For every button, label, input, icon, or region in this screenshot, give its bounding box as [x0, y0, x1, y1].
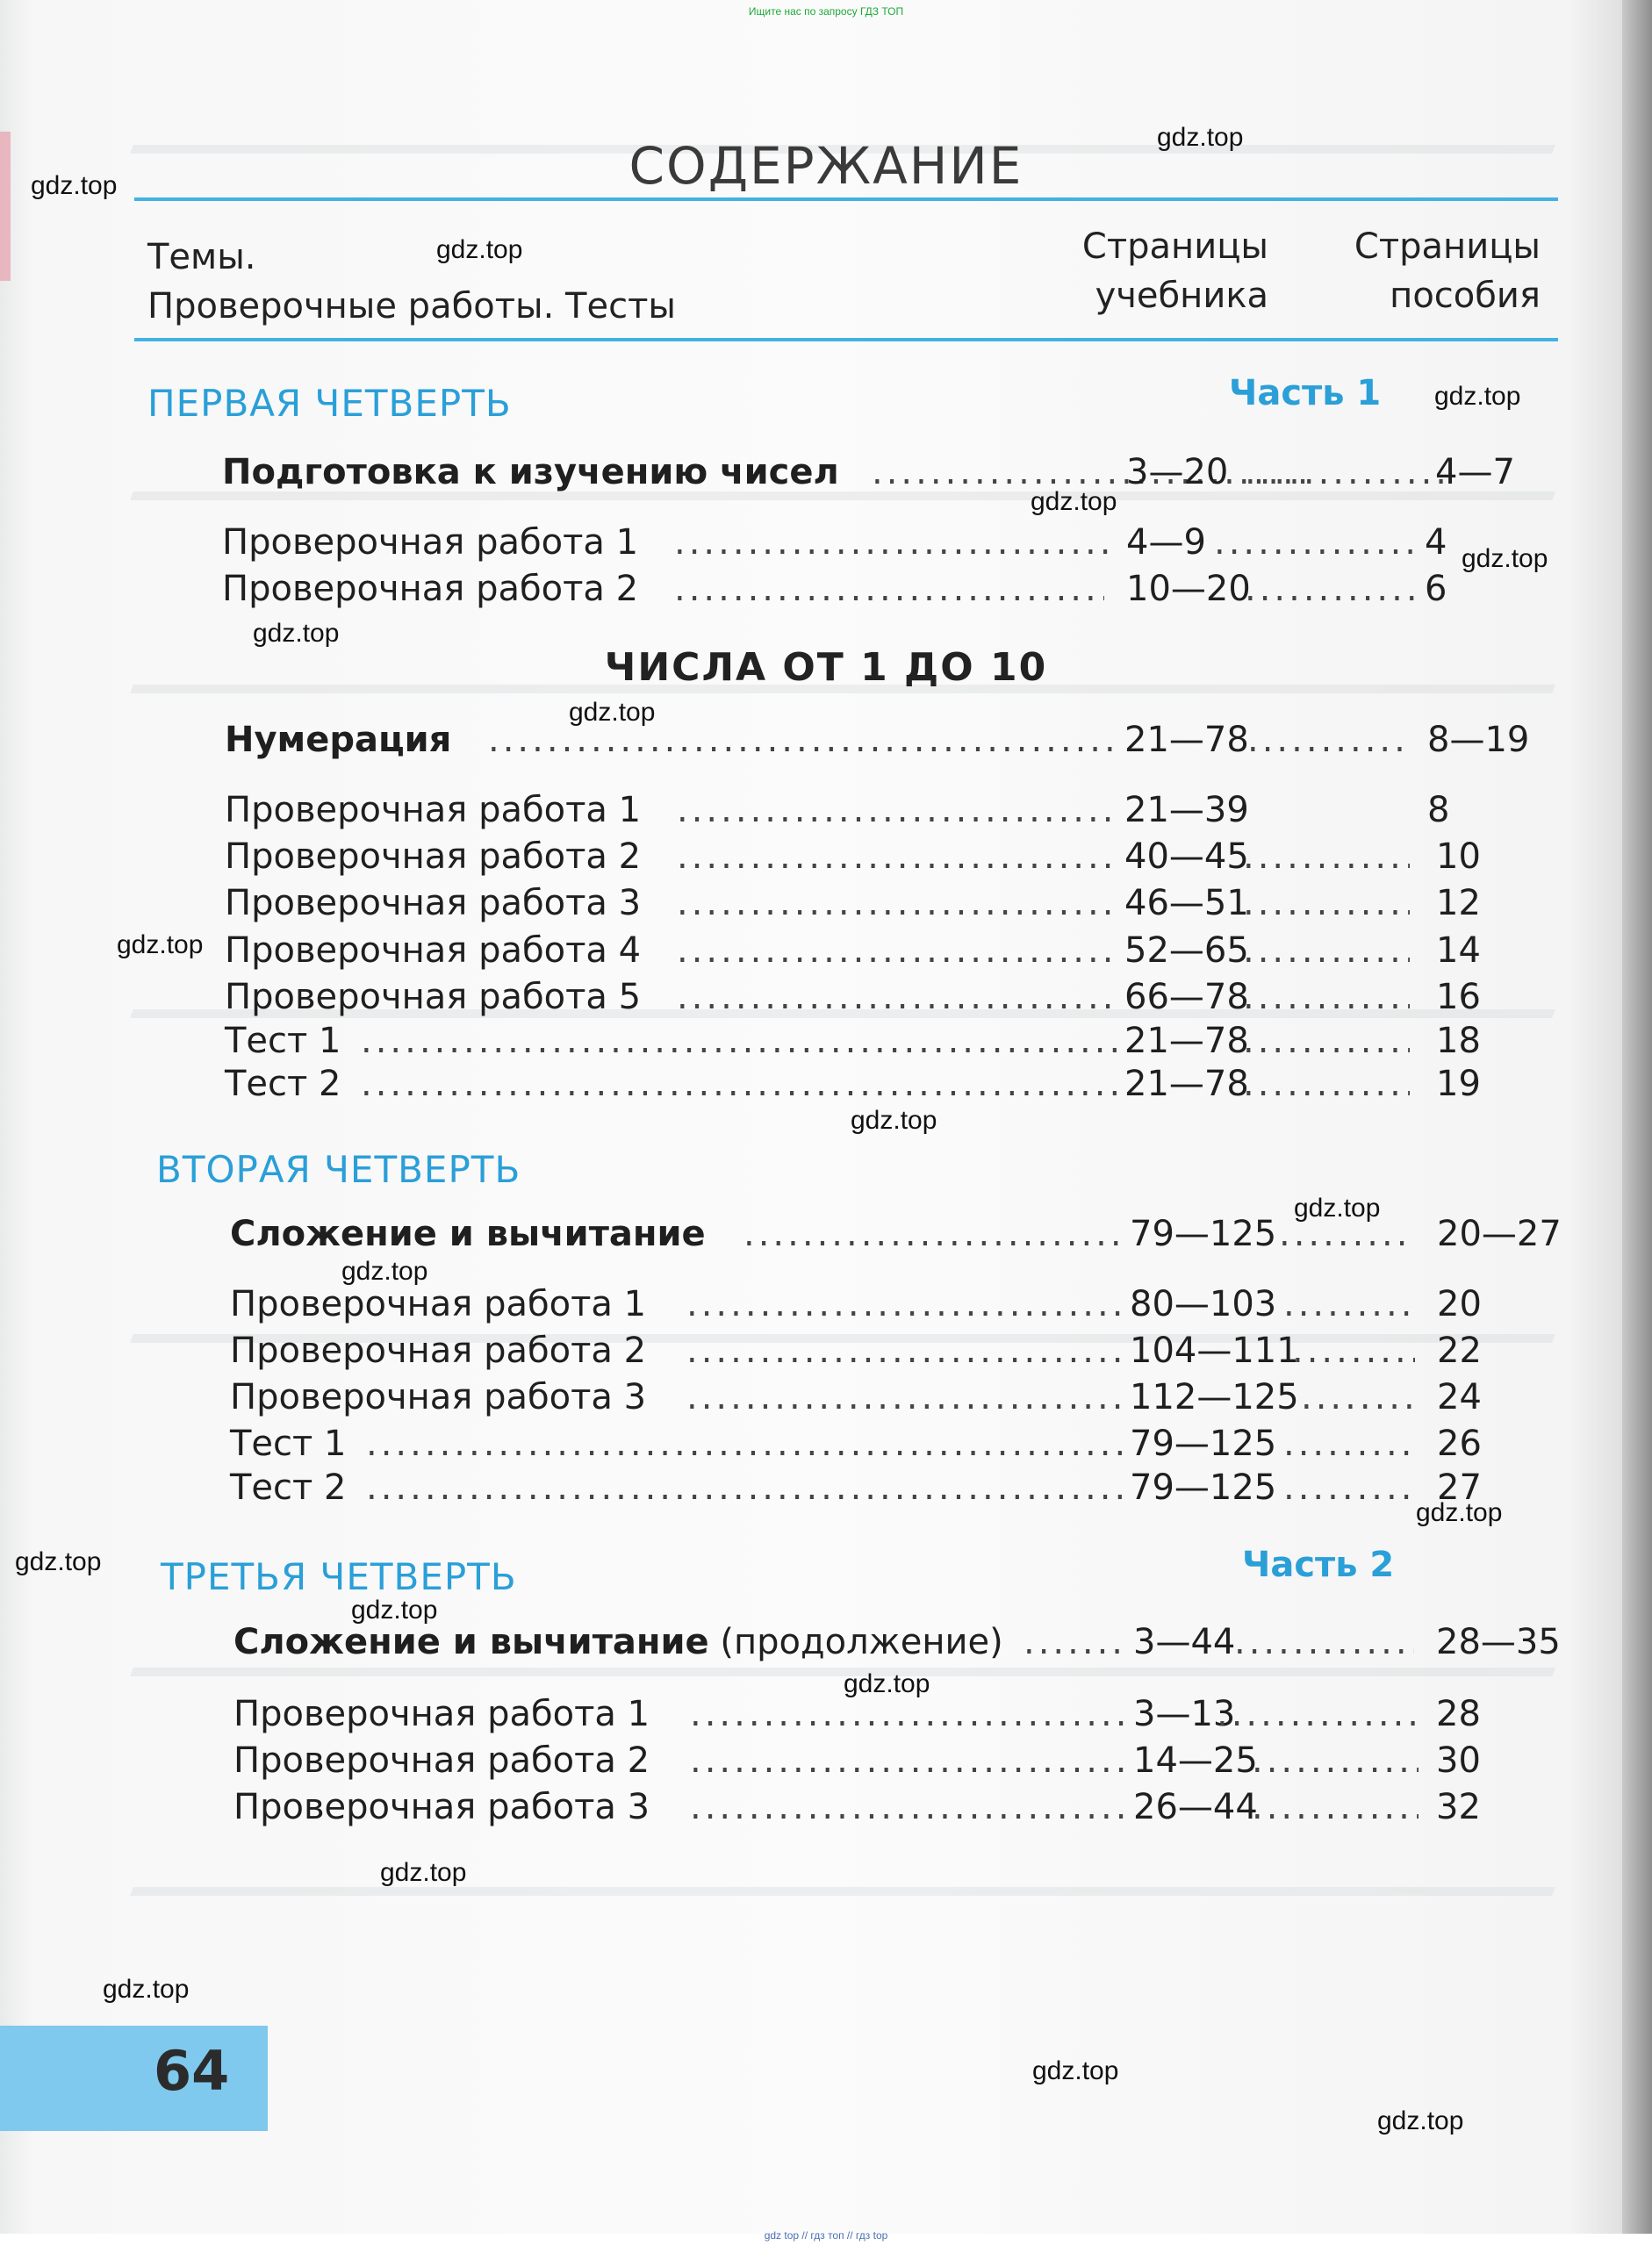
- dot-leader: [1245, 569, 1416, 609]
- dot-leader: [1024, 1622, 1129, 1662]
- watermark: gdz.top: [341, 1257, 428, 1286]
- toc-row-label: Проверочная работа 3: [230, 1377, 647, 1417]
- toc-row-guide: 4—7: [1435, 452, 1515, 492]
- watermark: gdz.top: [117, 930, 204, 959]
- toc-row-guide: 20—27: [1437, 1214, 1562, 1254]
- dot-leader: [690, 1787, 1129, 1827]
- toc-row-label: Проверочная работа 3: [225, 883, 642, 923]
- dot-leader: [1292, 1331, 1415, 1371]
- dot-leader: [690, 1740, 1129, 1781]
- toc-row-guide: 27: [1437, 1467, 1482, 1508]
- dot-leader: [1217, 1694, 1419, 1734]
- watermark: gdz.top: [1031, 487, 1117, 516]
- toc-row-pages: 66—78: [1124, 977, 1249, 1017]
- part-label-2: Часть 2: [1242, 1545, 1395, 1585]
- page-title: СОДЕРЖАНИЕ: [628, 136, 1024, 196]
- watermark: gdz.top: [1032, 2056, 1119, 2085]
- dot-leader: [690, 1694, 1129, 1734]
- toc-row-guide: 12: [1436, 883, 1481, 923]
- dot-leader: [1245, 452, 1451, 492]
- header-topics-line2: Проверочные работы. Тесты: [147, 286, 676, 326]
- book-spine-shadow: [1622, 0, 1652, 2234]
- toc-row-label: Проверочная работа 1: [233, 1694, 650, 1734]
- toc-row-pages: 3—20: [1126, 452, 1229, 492]
- dot-leader: [674, 569, 1104, 609]
- toc-row-label: Тест 1: [230, 1424, 347, 1464]
- section-second-quarter: ВТОРАЯ ЧЕТВЕРТЬ: [156, 1148, 521, 1191]
- toc-row-guide: 22: [1437, 1331, 1482, 1371]
- header-textbook-line1: Страницы: [1081, 226, 1268, 267]
- toc-row-guide: 20: [1437, 1284, 1482, 1324]
- dot-leader: [1234, 1622, 1414, 1662]
- toc-row-guide: 8: [1427, 790, 1450, 830]
- watermark: gdz.top: [380, 1858, 467, 1887]
- toc-row-guide: 19: [1436, 1064, 1481, 1104]
- toc-row-label: Нумерация: [225, 720, 452, 760]
- dot-leader: [686, 1331, 1125, 1371]
- watermark: gdz.top: [1462, 544, 1548, 573]
- header-col-textbook: [1036, 222, 1268, 320]
- header-topics-line1: Темы.: [147, 237, 256, 277]
- toc-row-guide: 26: [1437, 1424, 1482, 1464]
- section-first-quarter: ПЕРВАЯ ЧЕТВЕРТЬ: [147, 382, 512, 425]
- watermark: gdz.top: [351, 1596, 438, 1625]
- section-numbers-heading: ЧИСЛА ОТ 1 ДО 10: [604, 645, 1048, 690]
- toc-row-guide: 16: [1436, 977, 1481, 1017]
- bleed-through: [130, 1668, 1555, 1676]
- toc-row-label: Тест 2: [225, 1064, 341, 1104]
- toc-row-pages: 10—20: [1126, 569, 1251, 609]
- toc-row-guide: 18: [1436, 1021, 1481, 1061]
- toc-row-label: Проверочная работа 1: [225, 790, 642, 830]
- watermark: gdz.top: [436, 235, 523, 264]
- page-number: 64: [154, 2039, 230, 2103]
- toc-row-pages: 104—111: [1130, 1331, 1299, 1371]
- toc-row-label: Проверочная работа 1: [230, 1284, 647, 1324]
- watermark: gdz.top: [1377, 2106, 1464, 2135]
- watermark: gdz.top: [31, 171, 118, 200]
- toc-row-pages: 112—125: [1130, 1377, 1299, 1417]
- toc-row-guide: 4: [1425, 522, 1447, 563]
- header-guide-line1: Страницы: [1354, 226, 1541, 267]
- toc-row-pages: 26—44: [1133, 1787, 1258, 1827]
- watermark: gdz.top: [253, 619, 340, 648]
- watermark: gdz.top: [1416, 1498, 1503, 1527]
- header-textbook-line2: учебника: [1095, 276, 1268, 316]
- dot-leader: [1247, 720, 1405, 760]
- dot-leader: [743, 1214, 1121, 1254]
- header-col-guide: [1290, 222, 1541, 320]
- toc-row-label: Проверочная работа 1: [222, 522, 639, 563]
- toc-row-label: Тест 1: [225, 1021, 341, 1061]
- watermark: gdz.top: [569, 698, 656, 727]
- dot-leader: [677, 930, 1120, 971]
- toc-row-pages: 79—125: [1130, 1467, 1277, 1508]
- header-col-topics: [147, 233, 676, 331]
- bottom-note: gdz top // гдз топ // гдз top: [764, 2229, 888, 2242]
- bleed-through: [130, 1887, 1555, 1896]
- toc-row-guide: 28: [1436, 1694, 1481, 1734]
- dot-leader: [361, 1021, 1120, 1061]
- dot-leader: [1283, 1424, 1415, 1464]
- toc-row-guide: 28—35: [1436, 1622, 1561, 1662]
- bleed-through: [130, 491, 1555, 500]
- watermark: gdz.top: [103, 1975, 190, 2004]
- header-guide-line2: пособия: [1390, 276, 1541, 316]
- watermark: gdz.top: [1294, 1194, 1381, 1223]
- dot-leader: [1301, 1377, 1415, 1417]
- toc-row-label: Проверочная работа 4: [225, 930, 642, 971]
- toc-row-pages: 79—125: [1130, 1424, 1277, 1464]
- toc-row-guide: 24: [1437, 1377, 1482, 1417]
- toc-row-label: Проверочная работа 5: [225, 977, 642, 1017]
- dot-leader: [677, 883, 1120, 923]
- toc-row-pages: 21—39: [1124, 790, 1249, 830]
- toc-row-label: Проверочная работа 2: [233, 1740, 650, 1781]
- toc-row-pages: 21—78: [1124, 1064, 1249, 1104]
- toc-row-label: Сложение и вычитание: [230, 1214, 706, 1254]
- toc-row-guide: 30: [1436, 1740, 1481, 1781]
- toc-row-pages: 79—125: [1130, 1214, 1277, 1254]
- toc-row-pages: 80—103: [1130, 1284, 1277, 1324]
- dot-leader: [1243, 930, 1410, 971]
- dot-leader: [1243, 977, 1410, 1017]
- dot-leader: [674, 522, 1113, 563]
- toc-row-label: Тест 2: [230, 1467, 347, 1508]
- dot-leader: [1243, 883, 1410, 923]
- dot-leader: [1214, 522, 1416, 563]
- toc-row-label-main: Сложение и вычитание: [233, 1622, 709, 1662]
- toc-row-label: Проверочная работа 3: [233, 1787, 650, 1827]
- dot-leader: [1283, 1467, 1415, 1508]
- watermark: gdz.top: [851, 1106, 937, 1135]
- toc-row-label: Проверочная работа 2: [225, 836, 642, 877]
- toc-row-pages: 21—78: [1124, 1021, 1249, 1061]
- toc-row-label: Подготовка к изучению чисел: [222, 452, 839, 492]
- section-third-quarter: ТРЕТЬЯ ЧЕТВЕРТЬ: [161, 1555, 517, 1598]
- dot-leader: [677, 977, 1120, 1017]
- toc-row-guide: 10: [1436, 836, 1481, 877]
- header-rule-top: [134, 197, 1558, 201]
- top-search-note: Ищите нас по запросу ГДЗ ТОП: [748, 5, 904, 18]
- dot-leader: [677, 836, 1120, 877]
- toc-row-pages: 4—9: [1126, 522, 1206, 563]
- toc-row-guide: 6: [1425, 569, 1447, 609]
- watermark: gdz.top: [15, 1547, 102, 1576]
- dot-leader: [366, 1424, 1125, 1464]
- watermark: gdz.top: [844, 1669, 930, 1698]
- watermark: gdz.top: [1157, 123, 1244, 152]
- dot-leader: [1252, 1787, 1419, 1827]
- dot-leader: [677, 790, 1120, 830]
- toc-row-pages: 3—44: [1133, 1622, 1236, 1662]
- watermark: gdz.top: [1434, 382, 1521, 411]
- toc-row-guide: 14: [1436, 930, 1481, 971]
- toc-row-pages: 21—78: [1124, 720, 1249, 760]
- dot-leader: [686, 1284, 1125, 1324]
- toc-row-pages: 14—25: [1133, 1740, 1258, 1781]
- toc-row-label: [233, 1622, 1003, 1662]
- dot-leader: [1243, 1064, 1410, 1104]
- toc-row-label: Проверочная работа 2: [222, 569, 639, 609]
- toc-row-guide: 8—19: [1427, 720, 1530, 760]
- toc-row-pages: 40—45: [1124, 836, 1249, 877]
- toc-row-guide: 32: [1436, 1787, 1481, 1827]
- dot-leader: [1283, 1284, 1415, 1324]
- dot-leader: [686, 1377, 1125, 1417]
- dot-leader: [361, 1064, 1120, 1104]
- dot-leader: [366, 1467, 1125, 1508]
- toc-row-pages: 46—51: [1124, 883, 1249, 923]
- dot-leader: [1252, 1740, 1419, 1781]
- dot-leader: [1243, 836, 1410, 877]
- toc-row-pages: 3—13: [1133, 1694, 1236, 1734]
- dot-leader: [1243, 1021, 1410, 1061]
- toc-row-label: Проверочная работа 2: [230, 1331, 647, 1371]
- part-label-1: Часть 1: [1229, 373, 1382, 413]
- header-rule-bottom: [134, 338, 1558, 341]
- toc-row-label-suffix: (продолжение): [708, 1622, 1003, 1662]
- toc-row-pages: 52—65: [1124, 930, 1249, 971]
